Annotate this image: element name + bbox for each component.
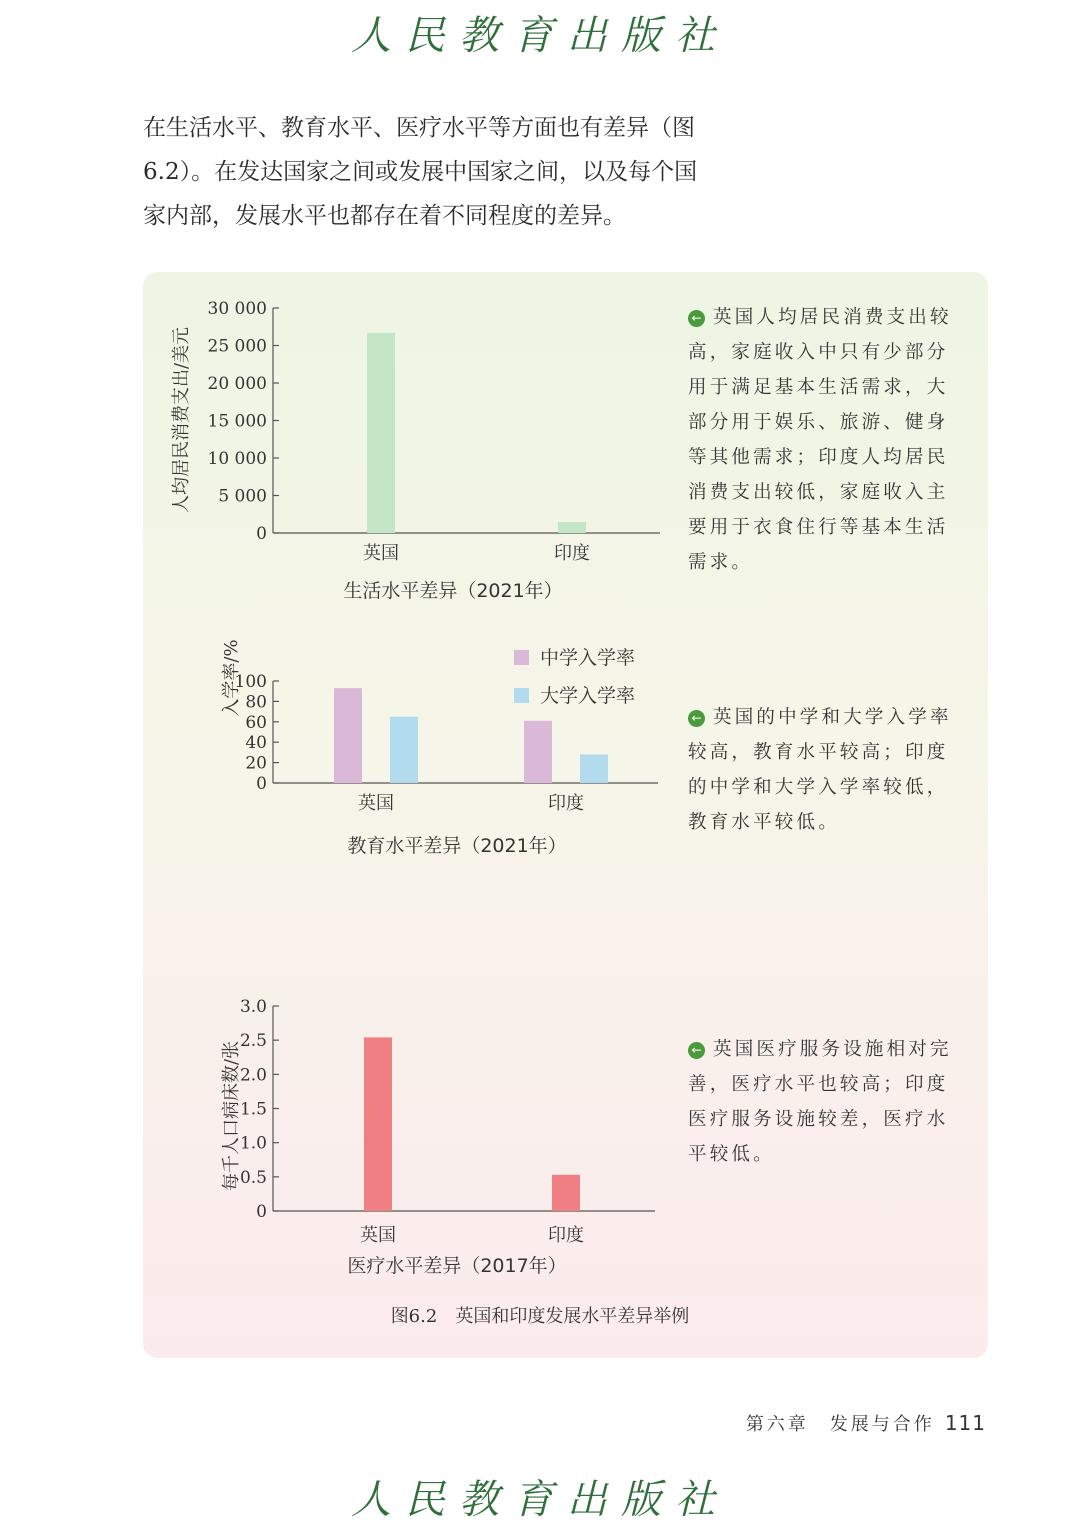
living-standard-chart-svg: [143, 272, 683, 612]
education-note-text: 英国的中学和大学入学率较高，教育水平较高；印度的中学和大学入学率较低，教育水平较低。: [688, 707, 952, 833]
medical-chart-svg: [143, 984, 683, 1294]
y-tick-label: 1.5: [239, 1099, 267, 1120]
medical-chart: [143, 984, 683, 1294]
category-label: 印度: [554, 543, 590, 564]
bar-英国: [364, 1037, 392, 1211]
chart-title: 生活水平差异（2021年）: [343, 580, 563, 602]
category-label: 印度: [548, 793, 584, 814]
y-tick-label: 30 000: [207, 299, 267, 319]
intro-paragraph: [143, 106, 763, 238]
y-tick-label: 3.0: [239, 997, 267, 1017]
medical-note: [688, 1032, 966, 1172]
chapter-title: 第六章 发展与合作: [745, 1414, 935, 1435]
arrow-left-icon: ←: [688, 710, 705, 727]
category-label: 英国: [360, 1225, 396, 1246]
y-axis-label: 人均居民消费支出/美元: [171, 326, 192, 514]
chart-title: 教育水平差异（2021年）: [347, 835, 567, 857]
medical-note-text: 英国医疗服务设施相对完善，医疗水平也较高；印度医疗服务设施较差，医疗水平较低。: [688, 1039, 952, 1165]
y-tick-label: 5 000: [218, 486, 267, 507]
y-tick-label: 15 000: [207, 411, 267, 432]
living-standard-chart: [143, 272, 683, 612]
category-label: 印度: [548, 1225, 584, 1246]
y-tick-label: 25 000: [207, 336, 267, 357]
y-axis-label: 入学率/%: [221, 639, 242, 717]
legend-label: 大学入学率: [540, 685, 636, 707]
bar-大学入学率: [390, 717, 418, 783]
bar-印度: [558, 522, 586, 533]
publisher-watermark-bottom: 人民教育出版社: [351, 1477, 729, 1523]
arrow-left-icon: ←: [688, 1042, 705, 1059]
y-tick-label: 80: [245, 692, 267, 713]
chart-title: 医疗水平差异（2017年）: [347, 1255, 567, 1277]
y-tick-label: 0: [256, 1202, 267, 1222]
publisher-watermark-top: 人民教育出版社: [351, 13, 729, 59]
y-tick-label: 0: [256, 524, 267, 544]
intro-line-3: 家内部，发展水平也都存在着不同程度的差异。: [143, 203, 626, 229]
bar-印度: [552, 1175, 580, 1211]
bar-中学入学率: [334, 688, 362, 783]
education-chart-svg: [143, 632, 683, 962]
y-tick-label: 2.5: [239, 1031, 267, 1052]
page-footer: [746, 1410, 986, 1436]
living-standard-note-text: 英国人均居民消费支出较高，家庭收入中只有少部分用于满足基本生活需求，大部分用于娱乐、旅游、健身等其他需求；印度人均居民消费支出较低，家庭收入主要用于衣食住行等基本生活需求。: [688, 307, 952, 573]
education-chart: [143, 632, 683, 962]
category-label: 英国: [358, 793, 394, 814]
bar-中学入学率: [524, 721, 552, 783]
y-tick-label: 10 000: [207, 449, 267, 469]
y-tick-label: 2.0: [239, 1065, 267, 1086]
education-note: [688, 700, 966, 840]
y-tick-label: 60: [245, 712, 267, 733]
y-tick-label: 0: [256, 774, 267, 794]
living-standard-note: [688, 300, 966, 580]
figure-caption: 图6.2 英国和印度发展水平差异举例: [390, 1306, 690, 1327]
bar-大学入学率: [580, 754, 608, 783]
y-tick-label: 0.5: [239, 1167, 267, 1188]
intro-line-2: 6.2）。在发达国家之间或发展中国家之间，以及每个国: [143, 159, 698, 185]
legend-swatch: [514, 650, 529, 665]
y-tick-label: 40: [245, 733, 267, 754]
page-number: 111: [944, 1411, 986, 1435]
bar-英国: [367, 333, 395, 533]
intro-line-1: 在生活水平、教育水平、医疗水平等方面也有差异（图: [143, 115, 695, 141]
y-tick-label: 1.0: [239, 1133, 267, 1154]
arrow-left-icon: ←: [688, 310, 705, 327]
y-tick-label: 20 000: [207, 374, 267, 394]
legend-swatch: [514, 688, 529, 703]
y-tick-label: 20: [245, 753, 267, 774]
category-label: 英国: [363, 543, 399, 564]
legend-label: 中学入学率: [540, 647, 636, 669]
y-axis-label: 每千人口病床数/张: [221, 1040, 242, 1192]
y-tick-label: 100: [234, 672, 267, 692]
figure-panel: [143, 272, 988, 1358]
